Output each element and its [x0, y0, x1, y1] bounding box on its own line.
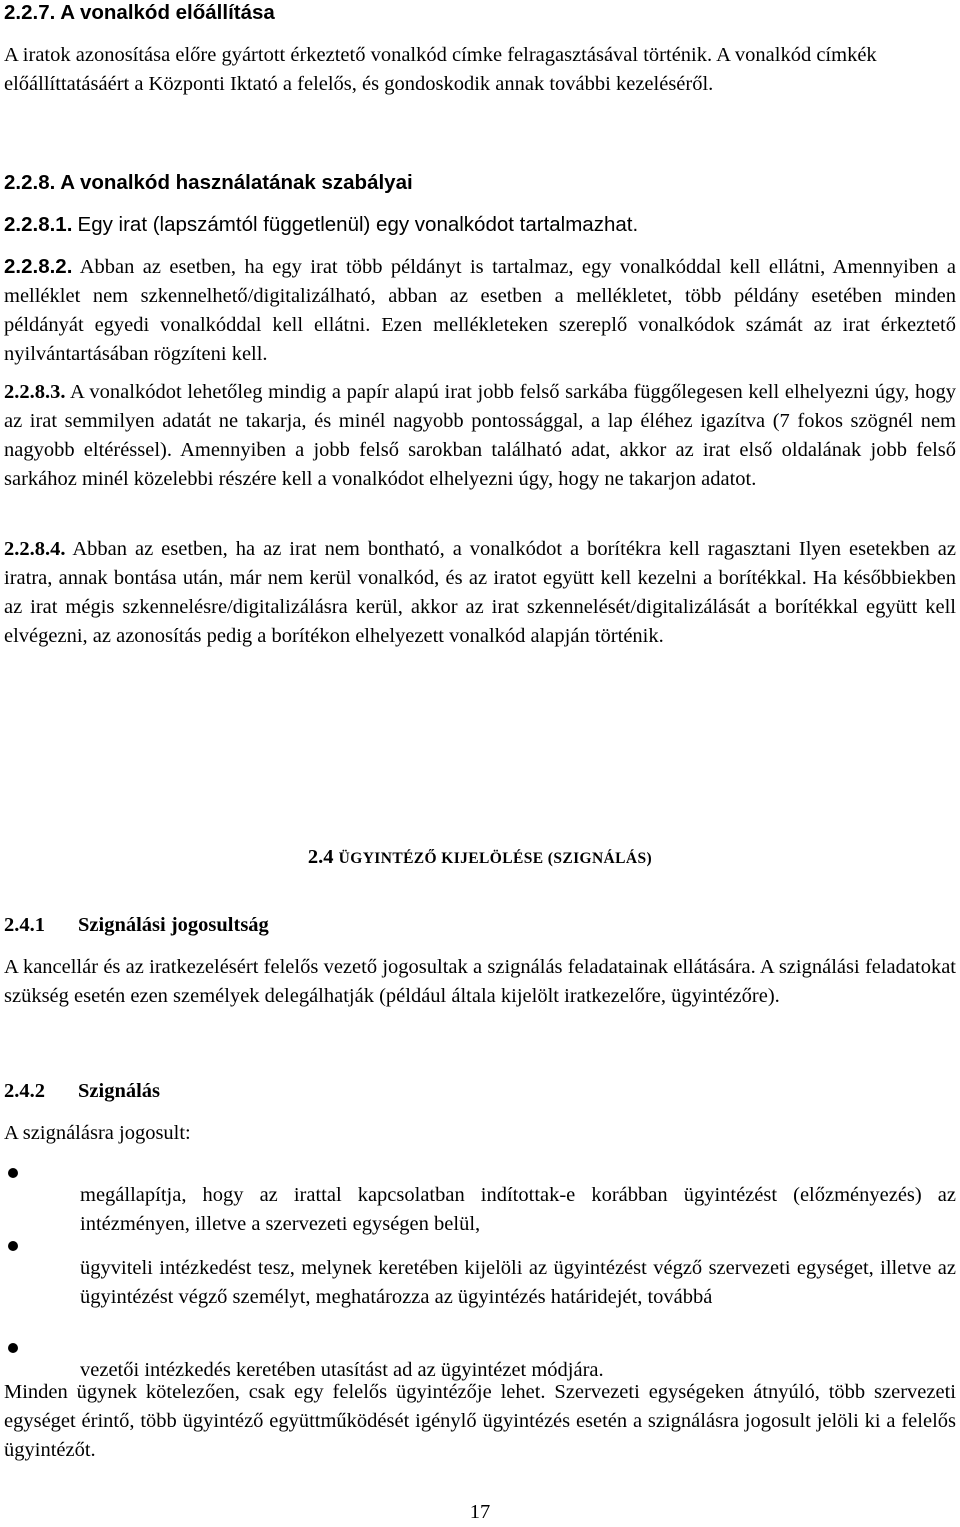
chapter-title-2-4 — [0, 843, 960, 873]
rule-text: Abban az esetben, ha az irat nem bontható, a vonalkódot a borítékra kell ragasztani Ilyen esetekben az iratra, annak bontása után, már nem kerül vonalkód, és az iratot együtt kell kezelni a borítékkal. Ha későbbiekben az irat mégis szkennelésre/digitalizálásra kerül, akkor az irat szkennelését/digitalizálását a borítékkal együtt kell elvégezni, az azonosítás pedig a borítékon elhelyezett vonalkód alapján történik. — [4, 538, 956, 647]
rule-2-2-8-3 — [4, 378, 956, 494]
bullet-dot — [8, 1343, 18, 1353]
rule-number: 2.2.8.1. — [4, 213, 73, 236]
rule-number: 2.2.8.4. — [4, 538, 66, 560]
list-item: vezetői intézkedés keretében utasítást ad az ügyintézet módjára. — [80, 1358, 604, 1381]
section-number: 2.2.8. — [4, 171, 56, 194]
rule-2-2-8-1 — [4, 210, 956, 240]
list-item: megállapítja, hogy az irattal kapcsolatban indítottak-e korábban ügyintézést (előzményezés) az intézményen, illetve a szervezeti egységen belül, — [80, 1183, 956, 1235]
paragraph-2-2-7: A iratok azonosítása előre gyártott érkeztető vonalkód címke felragasztásával történik. A vonalkód címkék előállíttatásáért a Központi Iktató a felelős, és gondoskodik annak további kezeléséről. — [4, 44, 877, 95]
paragraph-closing: Minden ügynek kötelezően, csak egy felelős ügyintézője lehet. Szervezeti egységeken átnyúló, több szervezeti egységet érintő, több ügyintéző együttműködését igénylő ügyintézés esetén a szignálásra jogosult jelöli ki a felelős ügyintézőt. — [4, 1381, 956, 1461]
section-heading-2-4-2 — [4, 1077, 956, 1106]
rule-text: Abban az esetben, ha egy irat több példányt is tartalmaz, egy vonalkóddal kell ellátni, Amennyiben a melléklet nem szkennelhető/digitalizálható, abban az esetben a mellékletet, több példány esetében minden példányát egyedi vonalkóddal kell ellátni. Ezen mellékleteken szereplő vonalkódok számát az irat érkeztető nyilvántartásában rögzíteni kell. — [4, 256, 956, 365]
section-title: Szignálási jogosultság — [78, 914, 269, 936]
section-number: 2.2.7. — [4, 1, 56, 24]
section-heading-2-2-7 — [4, 0, 956, 27]
list-item: ügyviteli intézkedést tesz, melynek keretében kijelöli az ügyintézést végző szervezeti egységet, illetve az ügyintézést végző személyt, meghatározza az ügyintézés határidejét, továbbá — [80, 1256, 956, 1308]
chapter-title: ÜGYINTÉZŐ KIJELÖLÉSE (SZIGNÁLÁS) — [338, 850, 653, 867]
rule-text: A vonalkódot lehetőleg mindig a papír alapú irat jobb felső sarkába függőlegesen kell elhelyezni úgy, hogy az irat semmilyen adatát ne takarja, és minél nagyobb pontossággal, a lap éléhez igazítva (7 fokos szögnél nem nagyobb eltéréssel). Amennyiben a jobb felső sarokban található adat, akkor az irat első oldalának jobb felső sarkához minél közelebbi részére kell a vonalkódot elhelyezni úgy, hogy ne takarjon adatot. — [4, 381, 956, 490]
section-heading-2-4-1 — [4, 911, 956, 940]
bullet-dot — [8, 1168, 18, 1178]
section-title: A vonalkód használatának szabályai — [60, 171, 413, 194]
paragraph-2-4-1: A kancellár és az iratkezelésért felelős vezető jogosultak a szignálás feladatainak ellátására. A szignálási feladatokat szükség esetén ezen személyek delegálhatják (például általa kijelölt iratkezelőre, ügyintézőre). — [4, 956, 956, 1007]
section-number: 2.4.1 — [4, 914, 45, 936]
rule-2-2-8-4 — [4, 535, 956, 651]
section-heading-2-2-8 — [4, 168, 956, 197]
page-number: 17 — [469, 1501, 491, 1523]
rule-number: 2.2.8.3. — [4, 381, 66, 403]
rule-2-2-8-2 — [4, 252, 956, 369]
section-number: 2.4.2 — [4, 1080, 45, 1102]
section-title: Szignálás — [78, 1080, 161, 1102]
paragraph-intro: A szignálásra jogosult: — [4, 1122, 191, 1144]
bullet-dot — [8, 1241, 18, 1251]
section-title: A vonalkód előállítása — [60, 1, 275, 24]
rule-number: 2.2.8.2. — [4, 255, 73, 278]
rule-text: Egy irat (lapszámtól függetlenül) egy vonalkódot tartalmazhat. — [77, 213, 639, 236]
chapter-number: 2.4 — [307, 846, 334, 868]
